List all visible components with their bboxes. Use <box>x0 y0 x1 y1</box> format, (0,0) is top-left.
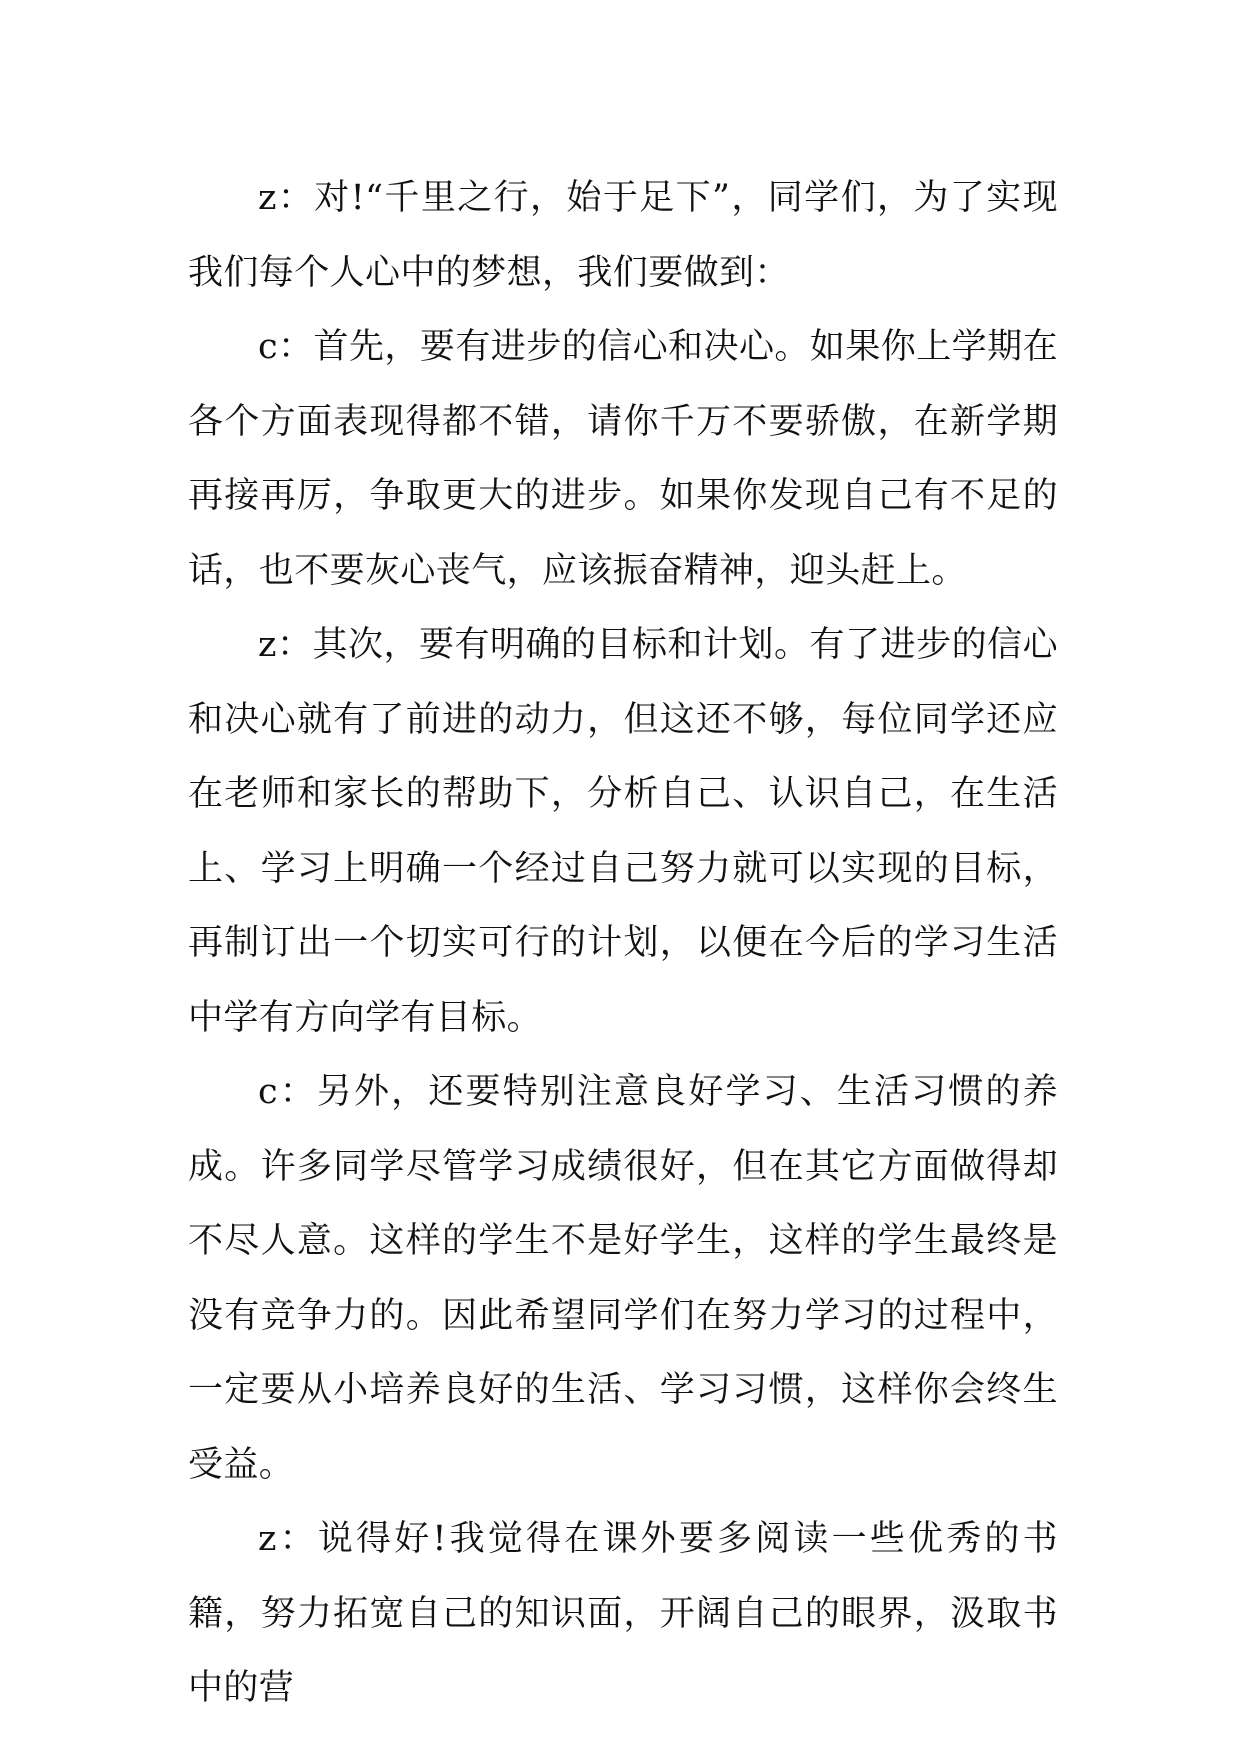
document-body <box>188 161 1058 1726</box>
paragraph-2: c：首先，要有进步的信心和决心。如果你上学期在各个方面表现得都不错，请你千万不要骄傲，在新学期再接再厉，争取更大的进步。如果你发现自己有不足的话，也不要灰心丧气，应该振奋精神，迎头赶上。 <box>188 327 1058 591</box>
paragraph-1: z：对!“千里之行，始于足下”，同学们，为了实现我们每个人心中的梦想，我们要做到： <box>188 178 1058 293</box>
paragraph-5: z：说得好!我觉得在课外要多阅读一些优秀的书籍，努力拓宽自己的知识面，开阔自己的眼界，汲取书中的营 <box>188 1519 1058 1708</box>
paragraph-4: c：另外，还要特别注意良好学习、生活习惯的养成。许多同学尽管学习成绩很好，但在其它方面做得却不尽人意。这样的学生不是好学生，这样的学生最终是没有竞争力的。因此希望同学们在努力学习的过程中，一定要从小培养良好的生活、学习习惯，这样你会终生受益。 <box>188 1072 1058 1485</box>
paragraph-3: z：其次，要有明确的目标和计划。有了进步的信心和决心就有了前进的动力，但这还不够，每位同学还应在老师和家长的帮助下，分析自己、认识自己，在生活上、学习上明确一个经过自己努力就可以实现的目标，再制订出一个切实可行的计划，以便在今后的学习生活中学有方向学有目标。 <box>188 625 1058 1038</box>
